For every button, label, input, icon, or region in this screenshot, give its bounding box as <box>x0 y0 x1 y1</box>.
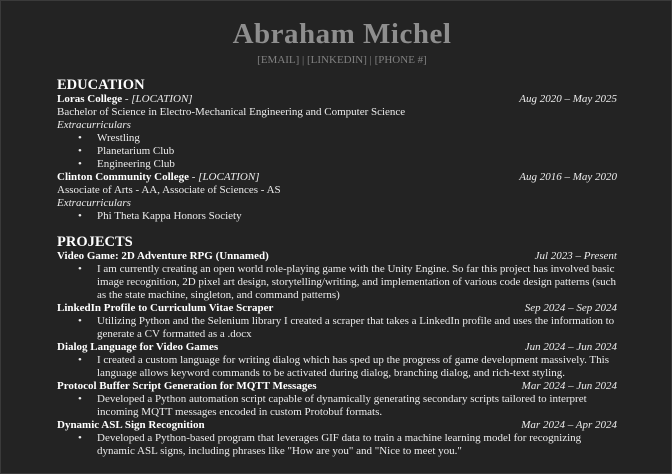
project-bullets <box>57 393 617 419</box>
project-entry <box>57 302 617 341</box>
degree: Associate of Arts - AA, Associate of Sciences - AS <box>57 184 281 196</box>
project-header <box>57 341 617 354</box>
contact-line: [EMAIL] | [LINKEDIN] | [PHONE #] <box>257 54 427 66</box>
project-description: • Developed a Python automation script capable of dynamically generating secondary scripts tailored to interpret incoming MQTT messages encoded in custom Protobuf formats. <box>57 393 617 419</box>
project-dates: Sep 2024 – Sep 2024 <box>524 302 617 314</box>
list-item: • Wrestling <box>57 132 617 145</box>
project-dates: Jul 2023 – Present <box>534 250 617 262</box>
extracurriculars-label: Extracurriculars <box>57 197 131 209</box>
project-entry <box>57 419 617 458</box>
school-entry <box>57 171 617 223</box>
resume-page <box>57 14 617 458</box>
list-item: • Engineering Club <box>57 158 617 171</box>
list-item: • Phi Theta Kappa Honors Society <box>57 210 617 223</box>
extracurriculars-list <box>57 210 617 223</box>
extracurriculars-list <box>57 132 617 171</box>
school-header <box>57 171 617 184</box>
project-dates: Mar 2024 – Apr 2024 <box>521 419 617 431</box>
resume-name: Abraham Michel <box>232 18 452 50</box>
project-header <box>57 302 617 315</box>
school-location: - [LOCATION] <box>122 93 193 105</box>
project-description: • Developed a Python-based program that leverages GIF data to train a machine learning model for recognizing dynamic ASL signs, including phrases like "How are you" and "Nice to meet you." <box>57 432 617 458</box>
project-dates: Jun 2024 – Jun 2024 <box>524 341 617 353</box>
project-description: • I am currently creating an open world role-playing game with the Unity Engine. So far this project has involved basic image recognition, 2D pixel art design, storytelling/writing, and implementation of various code design patterns (such as the state machine, singleton, and command patterns) <box>57 263 617 302</box>
project-entry <box>57 250 617 302</box>
list-item: • Planetarium Club <box>57 145 617 158</box>
school-location: - [LOCATION] <box>189 171 260 183</box>
school-dates: Aug 2016 – May 2020 <box>519 171 617 183</box>
project-name: Protocol Buffer Script Generation for MQTT Messages <box>57 380 317 392</box>
school-dates: Aug 2020 – May 2025 <box>519 93 617 105</box>
project-bullets <box>57 432 617 458</box>
school-name: Loras College <box>57 93 123 105</box>
project-entry <box>57 341 617 380</box>
project-bullets <box>57 315 617 341</box>
education-heading: EDUCATION <box>57 77 145 93</box>
project-name: Dialog Language for Video Games <box>57 341 219 353</box>
project-dates: Mar 2024 – Jun 2024 <box>521 380 617 392</box>
project-description: • Utilizing Python and the Selenium library I created a scraper that takes a LinkedIn profile and uses the information to generate a CV formatted as a .docx <box>57 315 617 341</box>
project-header <box>57 419 617 432</box>
project-bullets <box>57 263 617 302</box>
school-entry <box>57 93 617 171</box>
project-name: Video Game: 2D Adventure RPG (Unnamed) <box>57 250 269 262</box>
projects-heading: PROJECTS <box>57 234 133 250</box>
extracurriculars-label: Extracurriculars <box>57 119 131 131</box>
school-header <box>57 93 617 106</box>
project-name: LinkedIn Profile to Curriculum Vitae Scraper <box>57 302 274 314</box>
project-header <box>57 380 617 393</box>
project-entry <box>57 380 617 419</box>
project-bullets <box>57 354 617 380</box>
project-header <box>57 250 617 263</box>
school-name: Clinton Community College <box>57 171 189 183</box>
degree: Bachelor of Science in Electro-Mechanical Engineering and Computer Science <box>57 106 406 118</box>
project-name: Dynamic ASL Sign Recognition <box>57 419 205 431</box>
project-description: • I created a custom language for writing dialog which has sped up the progress of game development massively. This language allows keyword commands to be activated during dialog, branching dialog, and rich-text styling. <box>57 354 617 380</box>
